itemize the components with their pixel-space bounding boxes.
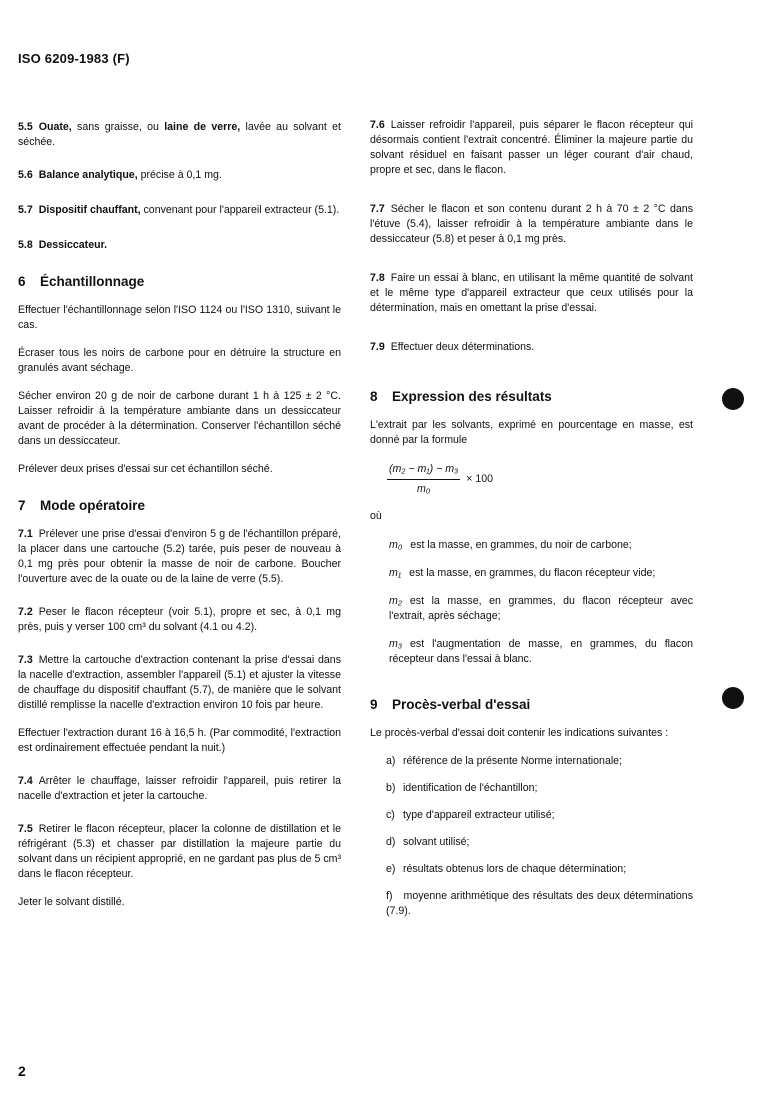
clause-text: Retirer le flacon récepteur, placer la colonne de distillation et le réfrigérant (5.3) et chasser par distillation la majeure partie du solvant dans un récipient approprié, en ne gardant pas plus de 5 cm³ dans le flacon récepteur. — [18, 823, 341, 880]
clause-number: 7.8 — [370, 272, 385, 284]
formula-denominator: m₀ — [416, 483, 431, 495]
definition-m1 — [389, 566, 693, 581]
definition-m0 — [389, 538, 693, 553]
paragraph: Effectuer l'extraction durant 16 à 16,5 h. (Par commodité, l'extraction est ordinairement effectuée pendant la nuit.) — [18, 727, 341, 754]
clause-text: précise à 0,1 mg. — [137, 169, 222, 181]
clause-number: 7.7 — [370, 203, 385, 215]
clause-5-5 — [18, 120, 341, 150]
clause-number: 7.2 — [18, 606, 33, 618]
section-8-heading — [370, 389, 693, 404]
section-title: Expression des résultats — [392, 389, 552, 404]
paragraph: Prélever deux prises d'essai sur cet échantillon séché. — [18, 463, 273, 475]
clause-text: Sécher le flacon et son contenu durant 2 h à 70 ± 2 °C dans l'étuve (5.4), laisser refroidir à la température ambiante dans le dessiccateur (5.8) et peser à 0,1 mg près. — [370, 203, 693, 245]
clause-number: 7.6 — [370, 119, 385, 131]
definition-text: est la masse, en grammes, du flacon récepteur vide; — [409, 567, 656, 579]
list-label: e) — [386, 863, 396, 875]
formula-numerator: (m₂ − m₁) − m₃ — [387, 462, 460, 480]
clause-number: 5.5 — [18, 121, 33, 133]
clause-number: 7.9 — [370, 341, 385, 353]
list-text: référence de la présente Norme internationale; — [402, 755, 623, 767]
section-7-heading — [18, 498, 341, 513]
clause-text: Effectuer deux déterminations. — [390, 341, 535, 353]
clause-5-7 — [18, 203, 341, 218]
clause-7-9 — [370, 340, 693, 355]
list-label: d) — [386, 836, 396, 848]
paragraph: Jeter le solvant distillé. — [18, 896, 125, 908]
clause-7-2 — [18, 605, 341, 635]
section-number: 8 — [370, 389, 378, 404]
definition-m3 — [389, 637, 693, 667]
list-item — [386, 754, 693, 769]
term: Balance analytique, — [38, 169, 138, 181]
clause-text: Peser le flacon récepteur (voir 5.1), propre et sec, à 0,1 mg près, puis y verser 100 cm³ du solvant (4.1 ou 4.2). — [18, 606, 341, 633]
list-item — [386, 808, 693, 823]
clause-text: Mettre la cartouche d'extraction contenant la prise d'essai dans la nacelle d'extraction, assembler l'appareil (5.1) et ajuster la vitesse de chauffage du dispositif chauffant (5.7), de manière que le solvant distillé remplisse la nacelle d'extraction environ 10 fois par heure. — [18, 654, 341, 711]
paragraph: Écraser tous les noirs de carbone pour en détruire la structure en granulés avant séchage. — [18, 347, 341, 374]
clause-number: 5.7 — [18, 204, 33, 216]
margin-mark-dot — [722, 388, 744, 410]
term: Dessiccateur. — [38, 239, 108, 251]
clause-text: lavée au solvant et séchée. — [18, 121, 341, 148]
section-number: 9 — [370, 697, 378, 712]
term: Dispositif chauffant, — [38, 204, 141, 216]
symbol: m₃ — [389, 638, 403, 650]
section-number: 6 — [18, 274, 26, 289]
list-item — [386, 862, 693, 877]
list-item — [386, 781, 693, 796]
list-text: solvant utilisé; — [402, 836, 470, 848]
symbol: m₂ — [389, 595, 402, 607]
term: laine de verre, — [164, 121, 241, 133]
clause-text: sans graisse, ou — [71, 121, 165, 133]
where-label: où — [370, 510, 382, 522]
section-number: 7 — [18, 498, 26, 513]
list-text: identification de l'échantillon; — [402, 782, 538, 794]
formula-factor: × 100 — [466, 473, 494, 485]
clause-text: Laisser refroidir l'appareil, puis séparer le flacon récepteur qui désormais contient l'extrait concentré. Éliminer la majeure partie du solvant résiduel en faisant passer un léger courant d'air chaud, propre et sec, dans le flacon. — [370, 119, 693, 176]
report-items-list — [370, 754, 693, 919]
clause-7-7 — [370, 202, 693, 247]
margin-mark-dot — [722, 687, 744, 709]
section-9-heading — [370, 697, 693, 712]
list-label: f) — [386, 890, 393, 902]
clause-text: Arrêter le chauffage, laisser refroidir l'appareil, puis retirer la nacelle d'extraction et jeter la cartouche. — [18, 775, 341, 802]
paragraph: Le procès-verbal d'essai doit contenir les indications suivantes : — [370, 727, 669, 739]
symbol-definitions — [370, 538, 693, 667]
clause-number: 5.8 — [18, 239, 33, 251]
definition-m2 — [389, 594, 693, 624]
clause-7-1 — [18, 527, 341, 587]
section-title: Procès-verbal d'essai — [392, 697, 531, 712]
definition-text: est la masse, en grammes, du noir de carbone; — [410, 539, 632, 551]
clause-text: Faire un essai à blanc, en utilisant la même quantité de solvant et le même type d'appareil extracteur que ceux utilisés pour la détermination, mais en omettant la prise d'essai. — [370, 272, 693, 314]
definition-text: est la masse, en grammes, du flacon récepteur avec l'extrait, après séchage; — [389, 595, 693, 622]
clause-number: 5.6 — [18, 169, 33, 181]
clause-7-8 — [370, 271, 693, 316]
clause-7-5 — [18, 822, 341, 882]
list-item — [386, 889, 693, 919]
clause-number: 7.1 — [18, 528, 33, 540]
symbol: m₁ — [389, 567, 402, 579]
list-text: résultats obtenus lors de chaque détermination; — [402, 863, 627, 875]
section-title: Mode opératoire — [40, 498, 146, 513]
left-column — [18, 120, 341, 923]
paragraph: Sécher environ 20 g de noir de carbone durant 1 h à 125 ± 2 °C. Laisser refroidir à la température ambiante dans un dessiccateur avant de procéder à la détermination. Conserver l'échantillon séché dans un dessiccateur. — [18, 390, 341, 447]
clause-7-3 — [18, 653, 341, 713]
symbol: m₀ — [389, 539, 403, 551]
formula-fraction — [387, 462, 460, 497]
clause-7-6 — [370, 118, 693, 178]
list-item — [386, 835, 693, 850]
paragraph: L'extrait par les solvants, exprimé en pourcentage en masse, est donné par la formule — [370, 419, 693, 446]
paragraph: Effectuer l'échantillonnage selon l'ISO 1124 ou l'ISO 1310, suivant le cas. — [18, 304, 341, 331]
document-header: ISO 6209-1983 (F) — [18, 51, 130, 66]
clause-text: convenant pour l'appareil extracteur (5.1). — [140, 204, 340, 216]
term: Ouate, — [38, 121, 72, 133]
section-6-heading — [18, 274, 341, 289]
clause-5-6 — [18, 168, 341, 183]
clause-number: 7.4 — [18, 775, 33, 787]
clause-7-4 — [18, 774, 341, 804]
page-number: 2 — [18, 1063, 26, 1079]
list-label: a) — [386, 755, 396, 767]
list-text: type d'appareil extracteur utilisé; — [402, 809, 555, 821]
right-column — [370, 118, 693, 931]
clause-number: 7.3 — [18, 654, 33, 666]
definition-text: est l'augmentation de masse, en grammes, du flacon récepteur dans l'essai à blanc. — [389, 638, 693, 665]
clause-5-8 — [18, 238, 341, 253]
list-text: moyenne arithmétique des résultats des deux déterminations (7.9). — [386, 890, 693, 917]
clause-number: 7.5 — [18, 823, 33, 835]
section-title: Échantillonnage — [40, 274, 145, 289]
list-label: c) — [386, 809, 395, 821]
result-formula — [387, 462, 693, 497]
list-label: b) — [386, 782, 396, 794]
clause-text: Prélever une prise d'essai d'environ 5 g de l'échantillon préparé, la placer dans une cartouche (5.2) tarée, puis peser de nouveau à 0,1 mg près pour obtenir la masse de noir de carbone. Boucher l'ouverture avec de la ouate ou de la laine de verre (5.5). — [18, 528, 341, 585]
